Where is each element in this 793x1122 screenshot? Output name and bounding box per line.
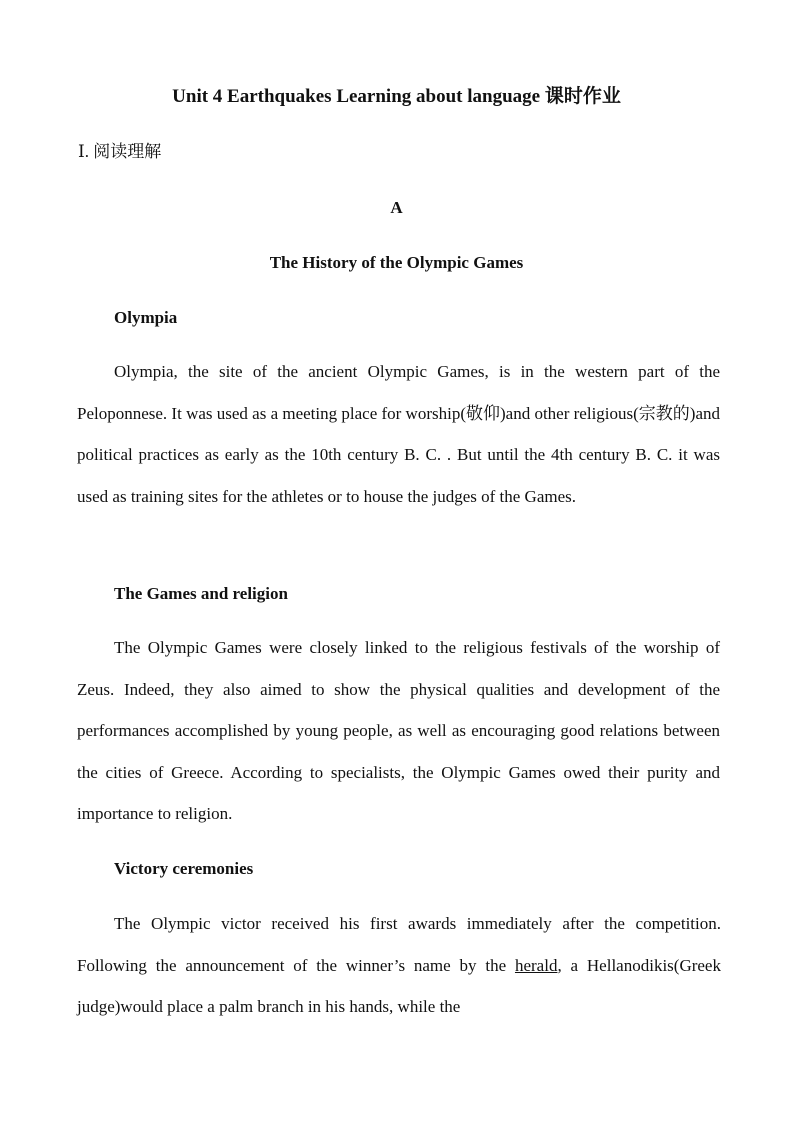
paragraph-games-religion: The Olympic Games were closely linked to the religious festivals of the worship of Zeus. Indeed, they also aimed to show the physical qualities and development of the performances accomplished by young people, as well as encouraging good relations between the cities of Greece. According to specialists, the Olympic Games owed their purity and importance to religion.: [77, 638, 720, 823]
paragraph-olympia: Olympia, the site of the ancient Olympic Games, is in the western part of the Peloponnese. It was used as a meeting place for worship(敬仰)and other religious(宗教的)and political practices as early as the 10th century B. C. . But until the 4th century B. C. it was used as training sites for the athletes or to house the judges of the Games.: [77, 362, 720, 506]
subheading-victory-ceremonies: Victory ceremonies: [114, 859, 254, 878]
passage-label: A: [390, 198, 403, 217]
subheading-olympia: Olympia: [114, 308, 178, 327]
subheading-games-religion: The Games and religion: [114, 584, 288, 603]
paragraph-victory-text-before: The Olympic victor received his first awards immediately after the competition. Following the announcement of the winner’s name by the: [77, 914, 721, 975]
document-title: Unit 4 Earthquakes Learning about language 课时作业: [172, 86, 621, 107]
paragraph-victory-ceremonies: [77, 903, 721, 1028]
paragraph-victory-text-after: , a Hellanodikis(Greek judge)would place a palm branch in his hands, while the: [77, 955, 721, 1016]
underlined-word-herald: herald: [514, 955, 558, 975]
passage-title: The History of the Olympic Games: [269, 253, 524, 272]
section-heading-reading: Ⅰ. 阅读理解: [78, 142, 162, 161]
